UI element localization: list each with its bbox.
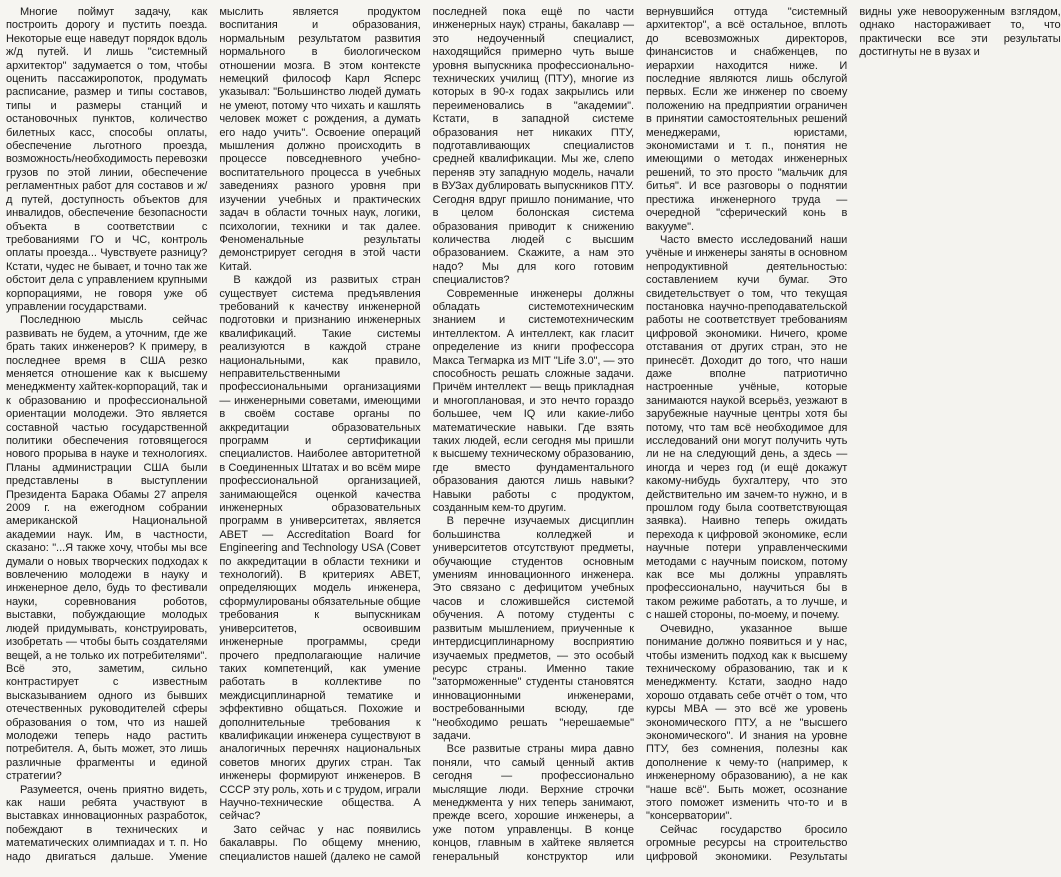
paragraph-railway-architect: Многие поймут задачу, как построить дорогу и пустить поезда. Некоторые еще наведут порядок вдоль ж/д путей. И лишь "системный архитектор" задумается о том, чтобы оценить пассажиропоток, продумать расписание, размер и типы составов, типы и размеры станций и остановочных пунктов, количество билетных касс, способы оплаты, обеспечение льготного проезда, возможность/необходимость перевозки грузов по этой линии, обеспечение регламентных работ для составов и ж/д путей, доступность объектов для инвалидов, обеспечение безопасности объекта в соответствии с требованиями ГО и ЧС, контроль оплаты проезда... Чувствуете разницу? Кстати, чудес не бывает, и точно так же обстоит дела с управлением крупными корпорациями, не говоря уже об управлении государствами. [6, 6, 208, 313]
paragraph-curriculum-gaps: В перечне изучаемых дисциплин большинства колледжей и университетов отсутствуют предметы, обучающие студентов основным умениям инновационного инженера. Это связано с дефицитом учебных часов и сложившейся системой обучения. А потому студенты с развитым мышлением, приученные к интердисциплинарному восприятию изучаемых предметов, — это особый ресурс страны. Именно такие "заторможенные" студенты становятся инновационными инженерами, востребованными всюду, где "необходимо решать "нерешаемые" задачи. [432, 515, 634, 742]
paragraph-modern-engineers: Современные инженеры должны обладать системотехническим знанием и системотехническим интеллектом. А интеллект, как гласит определение из книги профессора Макса Тегмарка из MIT "Life 3.0", — это способность решать сложные задачи. Причём интеллект — вещь прикладная и многоплановая, и это нечто гораздо большее, чем IQ или какие-либо математические навыки. Где взять таких людей, если сегодня мы пришли к высшему техническому образованию, где вместо фундаментального образования даются лишь навыки? Навыки работы с продуктом, созданным кем-то другим. [432, 287, 634, 515]
paragraph-usa-education-policy: Последнюю мысль сейчас развивать не будем, а уточним, где же брать таких инженеров? К примеру, в последнее время в США резко меняется отношение как к высшему менеджменту хайтек-корпораций, так и к образованию и профессиональной ориентации молодежи. Это является составной частью государственной политики обеспечения готовящегося нового прорыва в науке и технологиях. Планы администрации США были представлены в выступлении Президента Барака Обамы 27 апреля 2009 г. на ежегодном собрании американской Национальной академии наук. Им, в частности, сказано: "...Я также хочу, чтобы мы все думали о новых творческих подходах к вовлечению молодежи в науку и инженерное дело, будь то фестивали науки, соревнования роботов, выставки, побуждающие молодых людей придумывать, конструировать, изобретать — чтобы быть создателями вещей, а не только их потребителями". Всё это, заметим, сильно контрастирует с известным высказыванием одного из бывших отечественных руководителей сферы образования о том, что из нашей молодежи теперь надо растить потребителя. А, быть может, это лишь различные фрагменты и единой стратегии? [6, 314, 208, 783]
paragraph-engineering-accreditation: В каждой из развитых стран существует система предъявления требований к качеству инженерной подготовки и признанию инженерных квалификаций. Такие системы реализуются в каждой стране национальными, как правило, неправительственными профессиональными организациями — инженерными советами, имеющими в своём составе органы по аккредитации образовательных программ и сертификации специалистов. Наиболее авторитетной в Соединенных Штатах и во всём мире профессиональной организацией, занимающейся оценкой качества инженерных образовательных программ в университетах, является ABET — Accreditation Board for Engineering and Technology USA (Совет по аккредитации в области техники и технологий). В критериях ABET, определяющих модель инженера, сформулированы обязательные общие требования к выпускникам университетов, освоившим инженерные программы, среди прочего предполагающие наличие таких компетенций, как умение работать в коллективе по междисциплинарной тематике и эффективно общаться. Похожие и дополнительные требования к квалификации инженера существуют в аналогичных перечнях национальных советов многих других стран. Так инженеры формируют инженеров. В СССР эту роль, хоть и с трудом, играли Научно-технические общества. А сейчас? [219, 274, 421, 823]
paragraph-bachelors: Зато сейчас у нас появились бакалавры. По общему мнению, специалистов нашей (далеко не самой последней пока ещё по части инженерных наук) страны, бакалавр — это недоученный специалист, находящийся примерно чуть выше уровня выпускника профессионально-технических училищ (ПТУ), многие из которых в 90-х годах закрылись или переименовались в "академии". Кстати, в западной системе образования нет никаких ПТУ, подготавливающих специалистов средней квалификации. Мы же, слепо переняв эту западную модель, начали в ВУЗах дублировать выпускников ПТУ. Сегодня вдруг пришло понимание, что в целом болонская система образования приводит к снижению количества людей с высшим образованием. Скажите, а нам это надо? Мы для кого готовим специалистов? [219, 6, 634, 863]
paragraph-digital-economy: Сейчас государство бросило огромные ресурсы на строительство цифровой экономики. Результаты видны уже невооруженным взглядом, однако настораживает то, что практически все эти результаты достигнуты не в вузах и [645, 6, 1061, 863]
paragraph-thinking-education: Разумеется, очень приятно видеть, как наши ребята участвуют в выставках инновационных разработок, побеждают в технических и математических олимпиадах и т. п. Но надо двигаться дальше. Умение мыслить является продуктом воспитания и образования, нормальным результатом развития нормального в биологическом отношении мозга. В этом контексте немецкий философ Карл Ясперс указывал: "Большинство людей думать не умеют, потому что чихать и кашлять человек может с рождения, а думать его надо учить". Освоение операций мышления должно происходить в процессе повседневного учебно-воспитательного процесса в учебных заведениях разного уровня при изучении учебных и практических задач в области точных наук, логики, психологии, техники и так далее. Феноменальные результаты демонстрирует сегодня в этой части Китай. [6, 6, 421, 863]
article-columns [6, 6, 1061, 870]
paragraph-bureaucracy: Часто вместо исследований наши учёные и инженеры заняты в основном непродуктивной деятельностью: составлением кучи бумаг. Это свидетельствует о том, что текущая постановка научно-преподавательской работы не соответствует требованиям цифровой экономики. Ничего, кроме отставания от других стран, это не принесёт. Доходит до того, что наши даже вполне патриотично настроенные учёные, которые занимаются наукой всерьёз, уезжают в зарубежные научные центры хотя бы потому, что там всё необходимое для исследований они могут получить чуть ли не на следующий день, а здесь — иногда и через год (и ещё докажут какому-нибудь бухгалтеру, что это действительно им зачем-то нужно, и в прошлом году была соответствующая заявка). Наивно теперь ожидать перехода к цифровой экономике, если научные потери управленческими методами с научным поиском, потому как все мы должны управлять профессионально, научиться бы в таком режиме работать, а то лучше, и с нашей стороны, по-моему, и почему. [645, 233, 848, 622]
paragraph-developed-countries: Все развитые страны мира давно поняли, что самый ценный актив сегодня — профессионально мыслящие люди. Верхние строчки менеджмента у них теперь занимают, прежде всего, хорошие инженеры, а уже потом управленцы. В конце концов, главным в хайтеке является генеральный конструктор или вернувшийся оттуда "системный архитектор", а всё остальное, вплоть до всевозможных директоров, финансистов и снабженцев, по иерархии находится ниже. И последние являются лишь обслугой первых. Если же инженер по своему положению на предприятии ограничен в принятии самостоятельных решений менеджерами, юристами, экономистами и т. п., понятия не имеющими о методах инженерных решений, то это просто "мальчик для битья". И все разговоры о поднятии престижа инженерного труда — очередной "сферический конь в вакууме". [432, 6, 848, 863]
paragraph-mba: Очевидно, указанное выше понимание должно появиться и у нас, чтобы изменить подход как к высшему техническому образованию, так и к менеджменту. Кстати, заодно надо хорошо отдавать себе отчёт о том, что курсы MBA — это всё же уровень экономического ПТУ, а не "высшего экономического". И знания на уровне ПТУ, без сомнения, полезны как дополнение к чему-то (например, к инженерному образованию), а не как "наше всё". Быть может, осознание этого поможет изменить что-то и в "консерватории". [645, 622, 848, 823]
